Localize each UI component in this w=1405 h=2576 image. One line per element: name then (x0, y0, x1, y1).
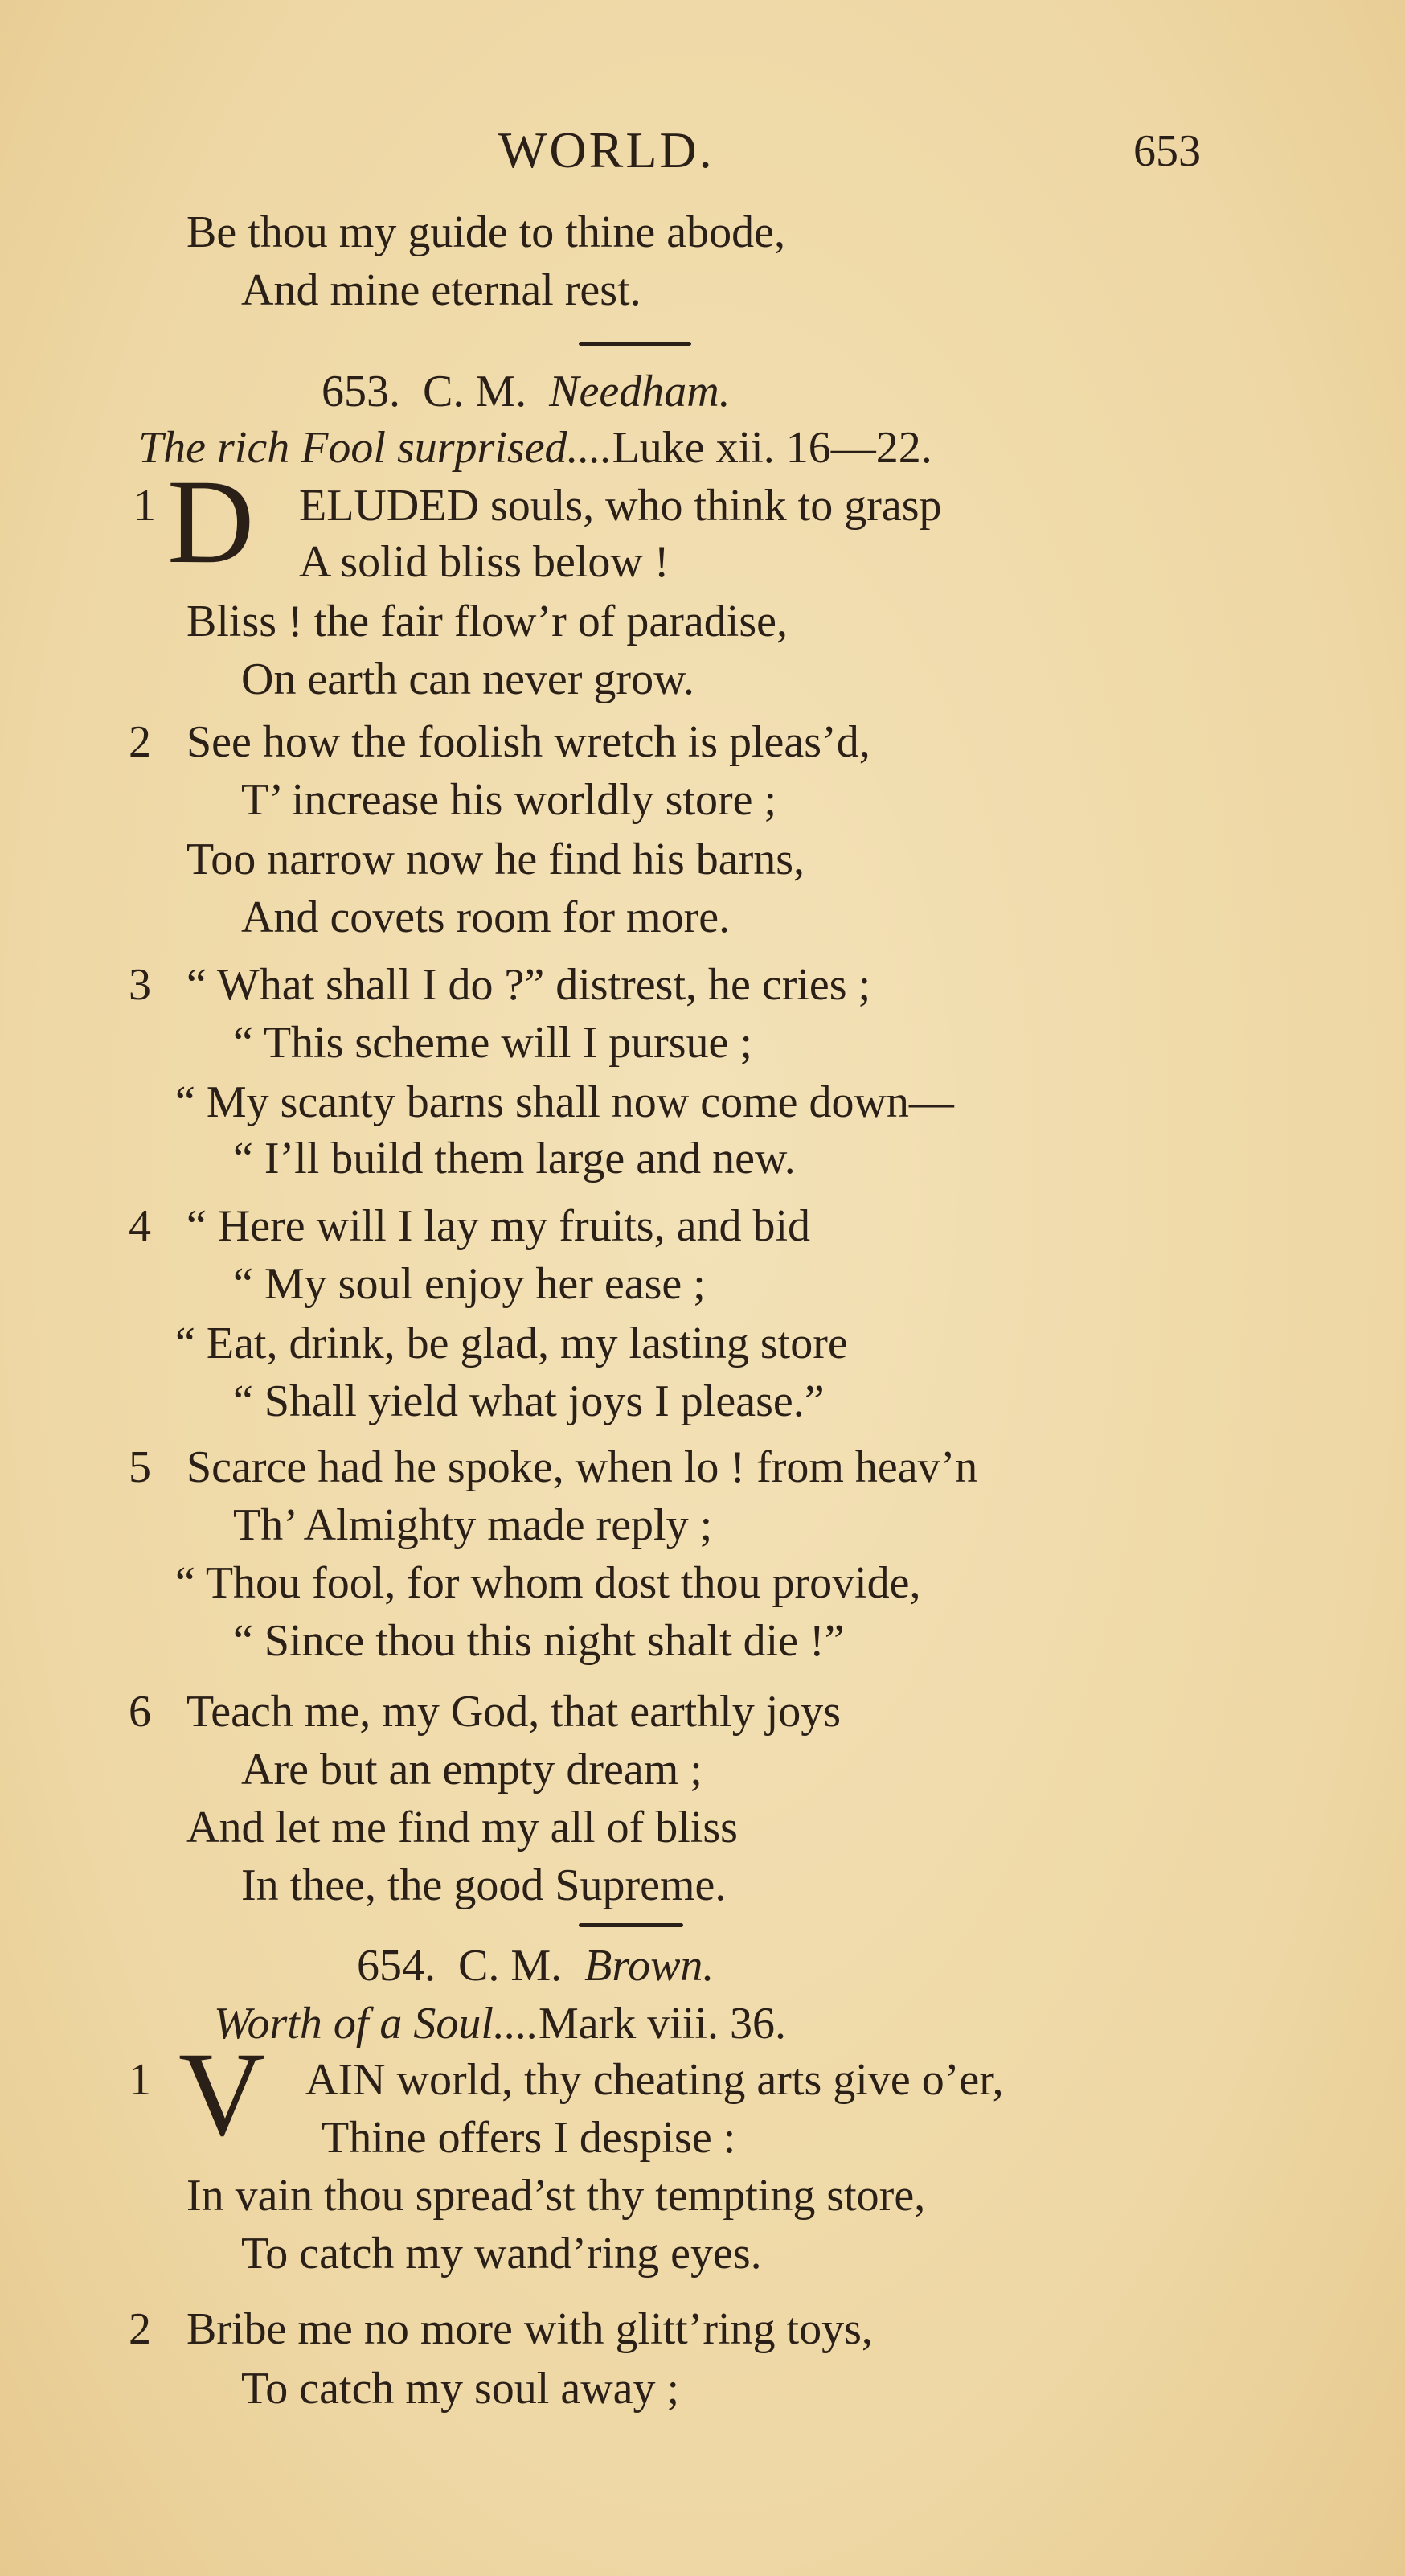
drop-cap: D (167, 455, 255, 589)
hymn-meter: C. M. (423, 367, 527, 416)
scripture-reference: Luke xii. 16—22. (612, 423, 932, 473)
drop-cap: V (178, 2028, 266, 2161)
running-title: WORLD. (498, 121, 715, 178)
verse-number: 1 (133, 481, 156, 531)
verse-line: And covets room for more. (241, 892, 731, 942)
verse-line: A solid bliss below ! (299, 537, 670, 587)
verse-line: Bribe me no more with glitt’ring toys, (186, 2304, 873, 2354)
verse-line: “ Here will I lay my fruits, and bid (186, 1201, 811, 1251)
hymn-subtitle (138, 420, 932, 476)
verse-line: ELUDED souls, who think to grasp (299, 481, 942, 531)
verse-number: 6 (129, 1687, 151, 1737)
verse-number: 3 (129, 960, 151, 1010)
verse-line: Th’ Almighty made reply ; (233, 1500, 713, 1550)
section-divider (579, 342, 691, 346)
verse-line: Thine offers I despise : (322, 2113, 736, 2163)
verse-line: AIN world, thy cheating arts give o’er, (305, 2055, 1004, 2105)
verse-line: “ Thou fool, for whom dost thou provide, (175, 1558, 921, 1608)
verse-line: Bliss ! the fair flow’r of paradise, (186, 597, 788, 646)
hymn-heading (322, 363, 731, 420)
verse-number: 2 (129, 2304, 151, 2354)
hymn-tune: Needham. (549, 367, 731, 416)
hymn-subtitle (214, 1996, 786, 2052)
verse-line: “ Eat, drink, be glad, my lasting store (175, 1319, 848, 1368)
verse-number: 1 (129, 2055, 151, 2105)
verse-line: “ Since thou this night shalt die !” (233, 1616, 845, 1666)
verse-line: Teach me, my God, that earthly joys (186, 1687, 842, 1737)
verse-line: “ My soul enjoy her ease ; (233, 1259, 706, 1309)
verse-line: “ Shall yield what joys I please.” (233, 1376, 825, 1426)
hymn-subject: The rich Fool surprised.... (138, 423, 612, 473)
verse-number: 5 (129, 1442, 151, 1492)
hymn-number: 653. (322, 367, 400, 416)
prev-hymn-line: And mine eternal rest. (241, 265, 641, 315)
verse-line: In thee, the good Supreme. (241, 1860, 727, 1910)
running-head (0, 121, 1405, 177)
verse-line: To catch my soul away ; (241, 2364, 680, 2414)
section-divider (579, 1923, 683, 1927)
hymn-meter: C. M. (458, 1941, 563, 1991)
verse-line: And let me find my all of bliss (186, 1803, 738, 1852)
verse-line: On earth can never grow. (241, 654, 694, 704)
verse-line: “ I’ll build them large and new. (233, 1134, 796, 1183)
verse-line: See how the foolish wretch is pleas’d, (186, 717, 870, 767)
verse-number: 4 (129, 1201, 151, 1251)
scripture-reference: Mark viii. 36. (538, 1999, 786, 2049)
verse-number: 2 (129, 717, 151, 767)
page-number: 653 (1133, 126, 1201, 176)
verse-line: Are but an empty dream ; (241, 1745, 702, 1795)
hymn-number: 654. (357, 1941, 436, 1991)
prev-hymn-line: Be thou my guide to thine abode, (186, 207, 785, 257)
verse-line: “ My scanty barns shall now come down— (175, 1077, 954, 1127)
verse-line: In vain thou spread’st thy tempting store, (186, 2171, 926, 2221)
hymn-subject: Worth of a Soul.... (214, 1999, 539, 2049)
verse-line: Too narrow now he find his barns, (186, 835, 805, 884)
verse-line: T’ increase his worldly store ; (241, 775, 777, 825)
verse-line: Scarce had he spoke, when lo ! from heav’n (186, 1442, 978, 1492)
verse-line: To catch my wand’ring eyes. (241, 2229, 762, 2279)
hymn-heading (357, 1938, 714, 1994)
hymn-tune: Brown. (584, 1941, 715, 1991)
verse-line: “ What shall I do ?” distrest, he cries ; (186, 960, 871, 1010)
verse-line: “ This scheme will I pursue ; (233, 1018, 752, 1068)
